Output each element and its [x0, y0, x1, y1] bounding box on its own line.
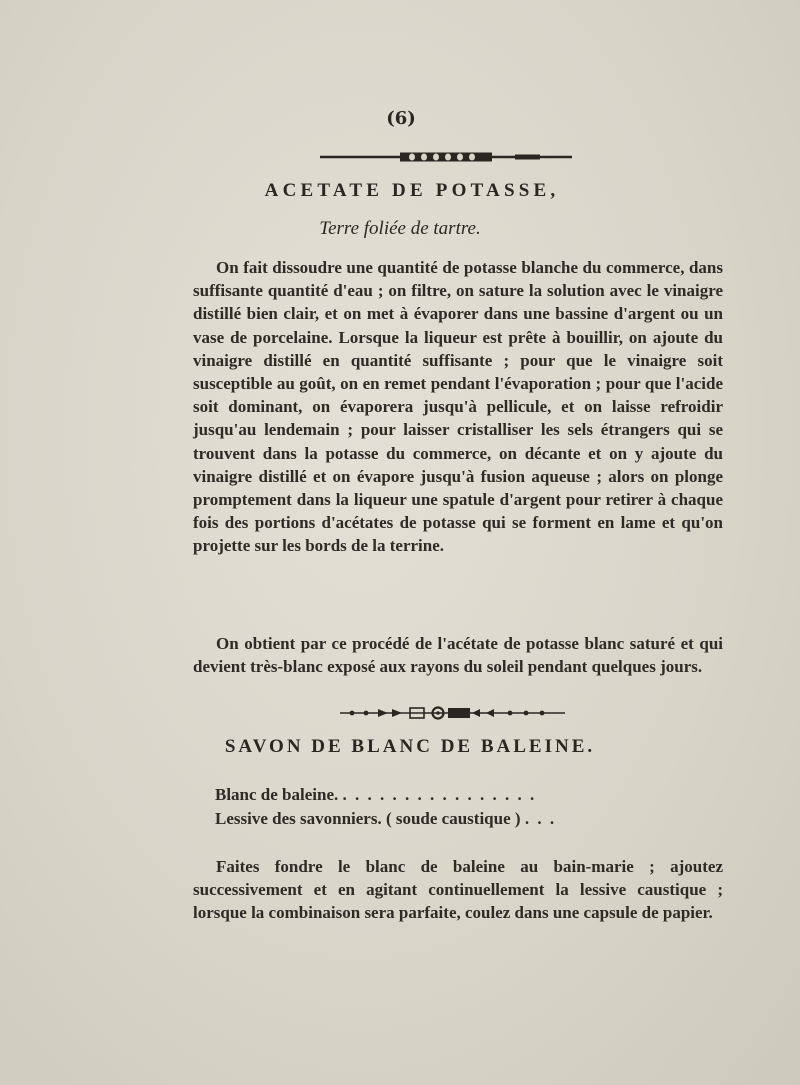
middle-rule-ornament — [340, 706, 565, 720]
paragraph-result: On obtient par ce procédé de l'acétate de potasse blanc saturé et qui devient très-blanc exposé aux rayons du soleil pendant quelques jours. — [193, 634, 723, 677]
paragraph-method: Faites fondre le blanc de baleine au bain-marie ; ajoutez successivement et en agitant continuellement la lessive caustique ; lorsque la combinaison sera parfaite, coulez dans une capsule de papier. — [193, 857, 723, 923]
top-rule-ornament — [320, 150, 572, 164]
section-title-acetate: ACETATE DE POTASSE, — [264, 180, 560, 201]
ingredient-leader-dots: . . . — [524, 809, 557, 828]
ingredient-line — [215, 809, 556, 829]
section-title-savon: SAVON DE BLANC DE BALEINE. — [224, 736, 596, 757]
ingredient-name: Lessive des savonniers. ( soude caustique ) — [215, 809, 521, 828]
ingredient-leader-dots: . . . . . . . . . . . . . . . . — [342, 785, 537, 804]
page-number: (6) — [386, 108, 416, 129]
ingredient-name: Blanc de baleine. — [215, 785, 339, 804]
paragraph-procedure: On fait dissoudre une quantité de potasse blanche du commerce, dans suffisante quantité d'eau ; on filtre, on sature la solution avec le vinaigre distillé bien clair, et on met à évaporer dans une bassine d'argent ou un vase de porcelaine. Lorsque la liqueur est prête à bouillir, on ajoute du vinaigre distillé en quantité suffisante ; pour que le vinaigre soit susceptible au goût, on en remet pendant l'évaporation ; pour que l'acide soit dominant, on évaporera jusqu'à pellicule, et on laisse refroidir jusqu'au lendemain ; pour laisser cristalliser les sels étrangers qui se trouvent dans la potasse du commerce, on décante et on y ajoute du vinaigre distillé et on évapore jusqu'à fusion aqueuse ; alors on plonge promptement dans la liqueur une spatule d'argent pour retirer à chaque fois des portions d'acétates de potasse qui se forment en lame et qu'on projette sur les bords de la terrine. — [193, 258, 723, 556]
ingredient-line — [215, 785, 536, 805]
section-subtitle: Terre foliée de tartre. — [319, 218, 481, 239]
